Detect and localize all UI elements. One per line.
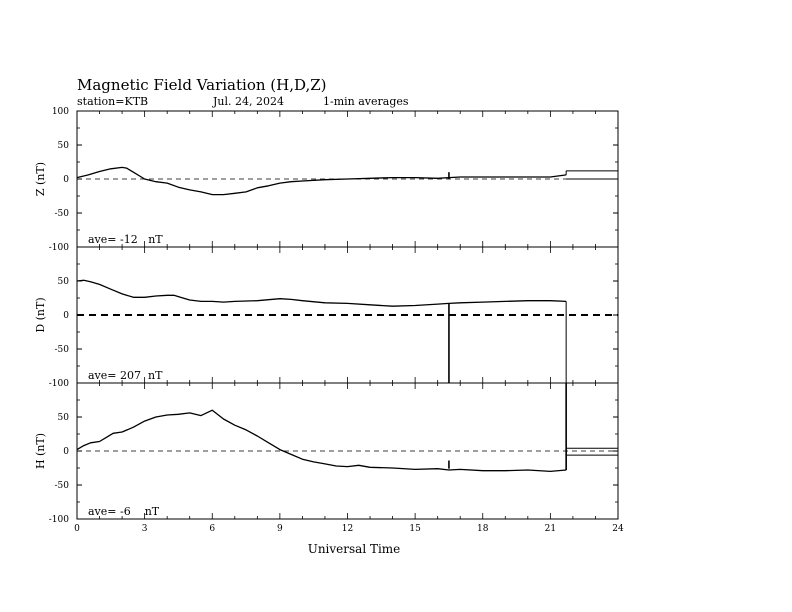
x-axis-label: Universal Time: [307, 542, 401, 556]
panel-d: [34, 247, 618, 389]
y-tick-label: 50: [57, 413, 69, 423]
y-tick-label: 50: [57, 141, 69, 151]
data-series-line: [77, 280, 566, 306]
average-label: ave= -12 nT: [88, 233, 163, 246]
data-series-line: [77, 410, 566, 471]
x-tick-label: 15: [409, 524, 421, 534]
y-tick-label: 100: [51, 107, 69, 117]
panel-h: [34, 383, 624, 534]
average-label: ave= -6 nT: [88, 505, 160, 518]
x-tick-label: 18: [477, 524, 489, 534]
x-tick-label: 24: [612, 524, 624, 534]
y-tick-label: -50: [54, 209, 69, 219]
y-tick-label: 50: [57, 277, 69, 287]
x-tick-label: 0: [74, 524, 80, 534]
y-axis-label: Z (nT): [34, 161, 47, 197]
y-tick-label: -50: [54, 345, 69, 355]
data-series-line: [77, 167, 566, 194]
y-axis-label: D (nT): [34, 297, 47, 333]
x-tick-label: 3: [141, 524, 148, 534]
panels: [34, 107, 624, 534]
x-tick-label: 21: [544, 524, 557, 534]
x-tick-label: 9: [277, 524, 283, 534]
average-label: ave= 207 nT: [88, 369, 163, 382]
y-tick-label: -100: [48, 379, 69, 389]
x-tick-label: 12: [341, 524, 354, 534]
averaging-label: 1-min averages: [323, 95, 409, 108]
y-axis-label: H (nT): [34, 432, 47, 470]
y-tick-label: -100: [48, 243, 69, 253]
y-tick-label: 0: [63, 175, 69, 185]
chart-title: Magnetic Field Variation (H,D,Z): [77, 76, 327, 94]
x-tick-label: 6: [209, 524, 216, 534]
y-tick-label: 0: [63, 311, 69, 321]
y-tick-label: -100: [48, 515, 69, 525]
date-label: Jul. 24, 2024: [213, 95, 284, 108]
panel-z: [34, 107, 618, 253]
station-label: station=KTB: [77, 95, 149, 108]
y-tick-label: 0: [63, 447, 69, 457]
y-tick-label: -50: [54, 481, 69, 491]
